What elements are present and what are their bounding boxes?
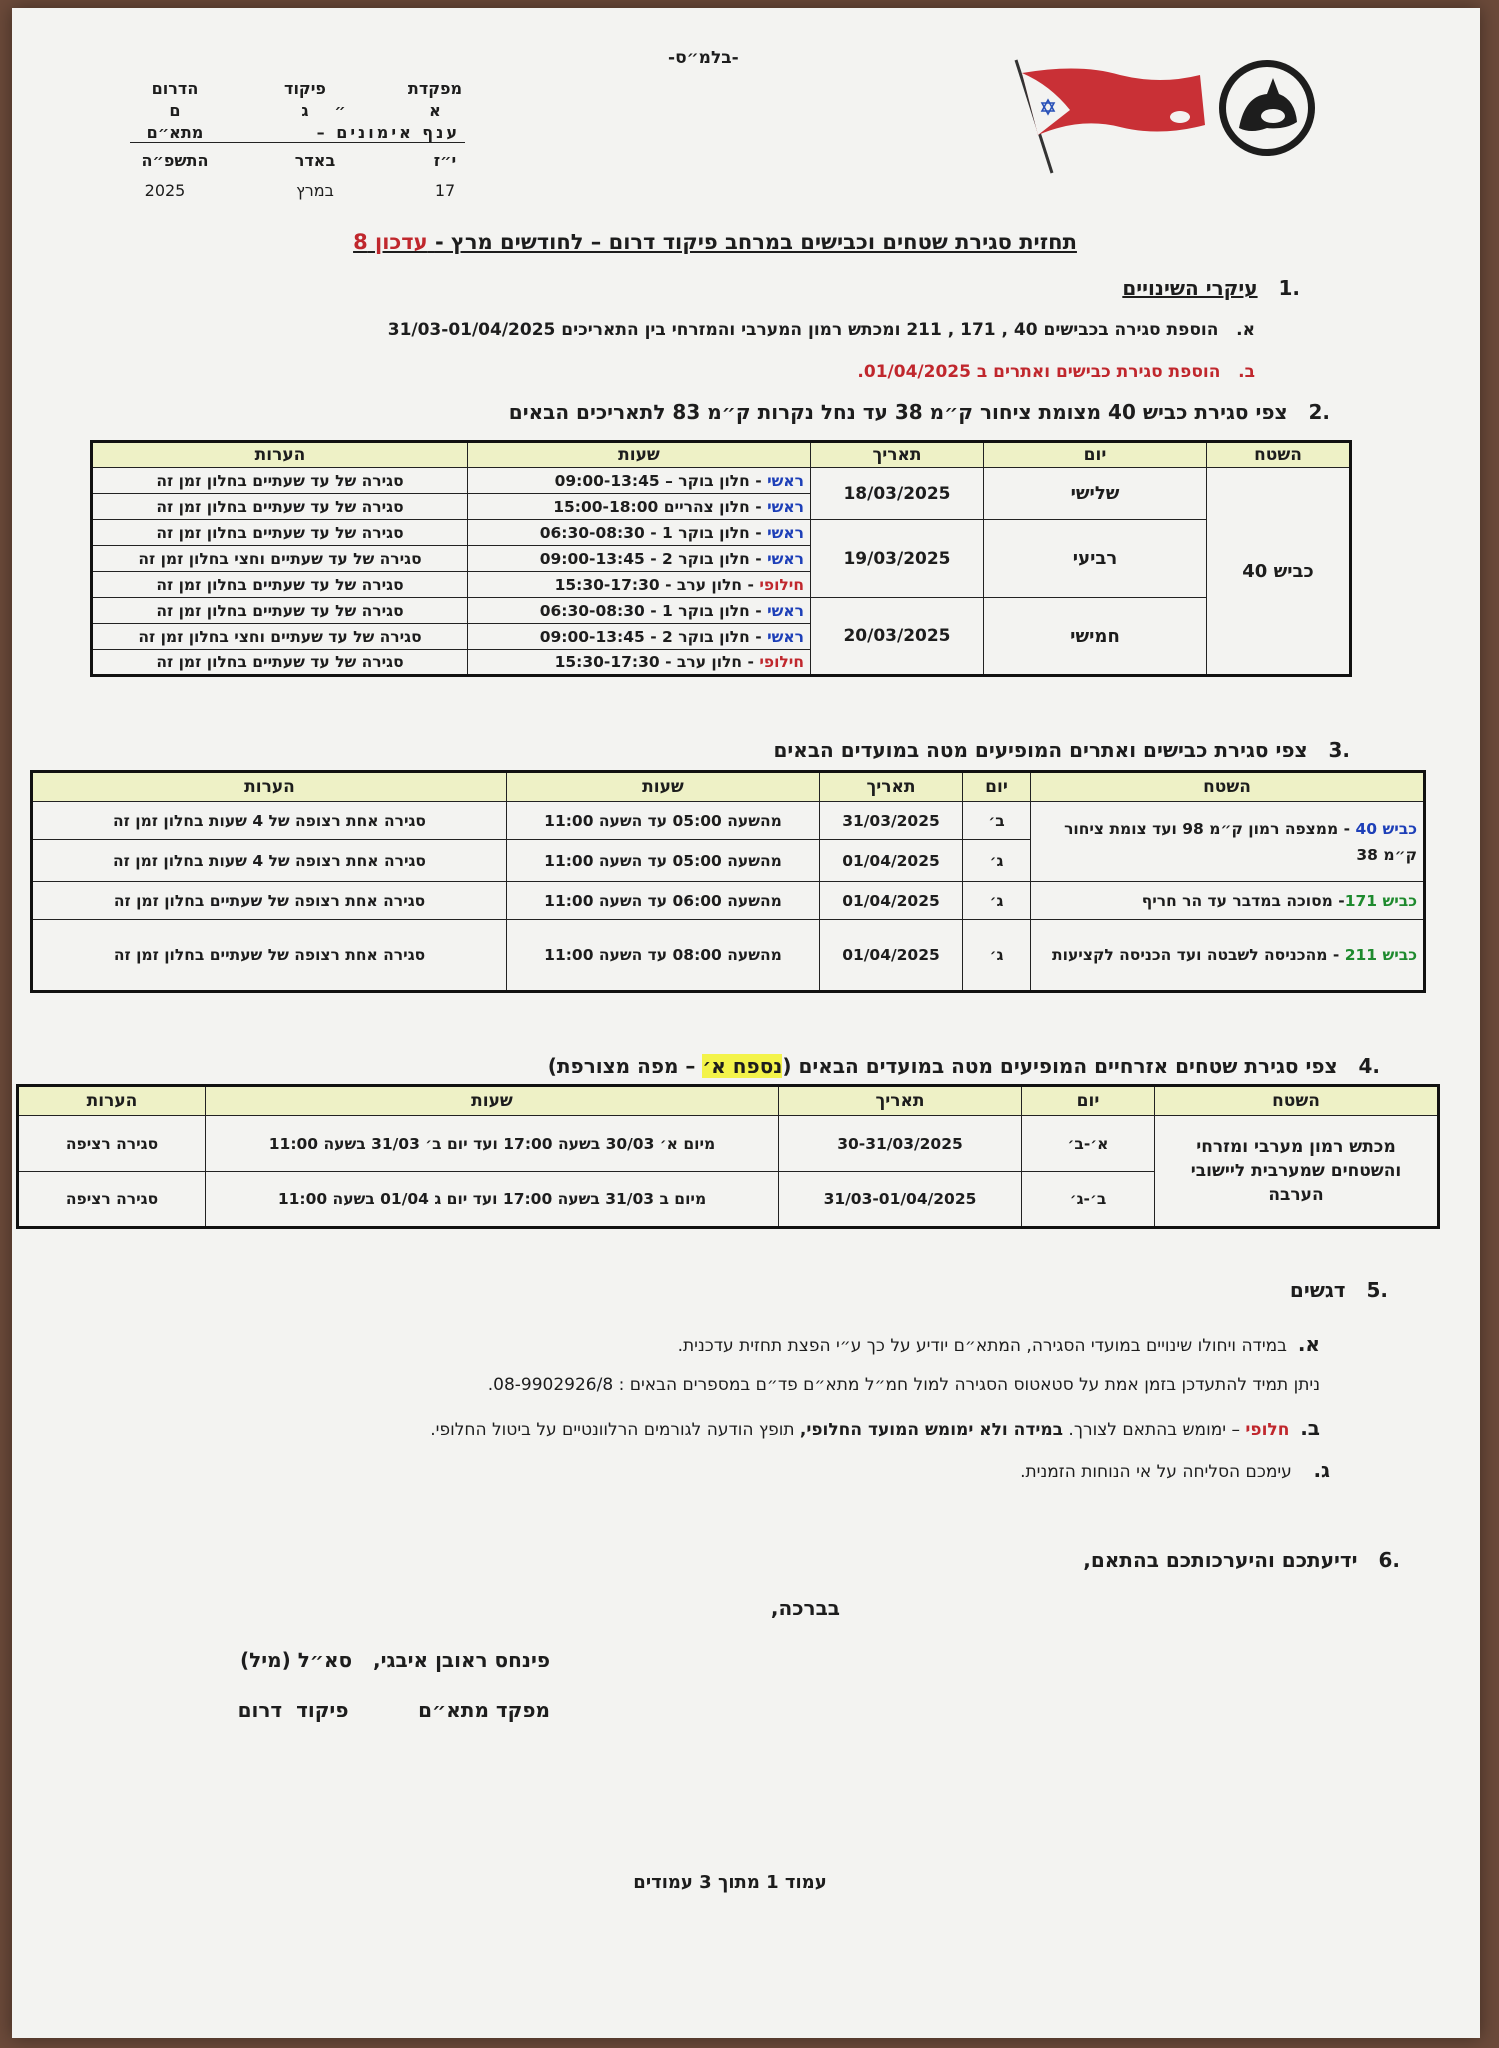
- th-area: השטח: [1207, 442, 1351, 468]
- th-area: השטח: [1155, 1086, 1439, 1116]
- day-cell: חמישי: [984, 598, 1207, 676]
- window-type-label: ראשי: [767, 497, 804, 516]
- document-title: תחזית סגירת שטחים וכבישים במרחב פיקוד דרום – לחודשים מרץ - עדכון 8: [353, 230, 1077, 254]
- date-cell: 31/03-01/04/2025: [779, 1172, 1022, 1228]
- window-type-label: ראשי: [767, 601, 804, 620]
- notes-cell: סגירה של עד שעתיים בחלון זמן זה: [92, 520, 468, 546]
- section-6: .6 ידיעתכם והיערכותכם בהתאם,: [1083, 1548, 1400, 1572]
- day-cell: רביעי: [984, 520, 1207, 598]
- notes-cell: סגירה רציפה: [18, 1172, 206, 1228]
- hours-cell: מהשעה 05:00 עד השעה 11:00: [507, 802, 820, 840]
- signer-name: פינחס ראובן איבגי, סא״ל (מיל): [239, 1648, 550, 1672]
- day-cell: ב׳: [963, 802, 1031, 840]
- hours-cell: חילופי - חלון ערב - 15:30-17:30: [468, 572, 811, 598]
- window-type-label: חילופי: [759, 575, 804, 594]
- th-notes: הערות: [18, 1086, 206, 1116]
- table-row: [92, 468, 1351, 494]
- notes-cell: סגירה של עד שעתיים בחלון זמן זה: [92, 494, 468, 520]
- th-date: תאריך: [779, 1086, 1022, 1116]
- greeting: בברכה,: [770, 1596, 840, 1620]
- table-row: [18, 1116, 1439, 1172]
- window-type-label: ראשי: [767, 627, 804, 646]
- window-slot: חלון ערב -: [665, 653, 743, 671]
- day-cell: א׳-ב׳: [1022, 1116, 1155, 1172]
- window-slot: חלון בוקר 2 -: [650, 627, 750, 646]
- area-cell: כביש 211 - מהכניסה לשבטה ועד הכניסה לקציעות: [1031, 920, 1425, 992]
- date-cell: 20/03/2025: [811, 598, 984, 676]
- notes-cell: סגירה אחת רצופה של 4 שעות בחלון זמן זה: [32, 840, 507, 882]
- section-5-c: ג. עימכם הסליחה על אי הנוחות הזמנית.: [1020, 1458, 1330, 1482]
- header-quote: ״: [334, 101, 346, 120]
- hours-cell: ראשי - חלון בוקר 2 - 09:00-13:45: [468, 546, 811, 572]
- section-5-a-phone: ניתן תמיד להתעדכן בזמן אמת על סטאטוס הסגירה למול חמ״ל מתא״ם פד״ם במספרים הבאים : 08-9902926/8.: [487, 1375, 1320, 1395]
- th-day: יום: [1022, 1086, 1155, 1116]
- table-section-3: [30, 770, 1426, 993]
- hours-cell: מהשעה 05:00 עד השעה 11:00: [507, 840, 820, 882]
- notes-cell: סגירה של עד שעתיים בחלון זמן זה: [92, 468, 468, 494]
- date-cell: 01/04/2025: [820, 882, 963, 920]
- area-cell: כביש 40: [1207, 468, 1351, 676]
- th-day: יום: [963, 772, 1031, 802]
- hours-cell: ראשי - חלון בוקר 1 - 06:30-08:30: [468, 598, 811, 624]
- window-type-label: חילופי: [759, 653, 804, 671]
- header-day: 17: [434, 181, 456, 200]
- section-5-b: ב. חלופי – ימומש בהתאם לצורך. במידה ולא ימומש המועד החלופי, תופץ הודעה לגורמים הרלוונטיים על ביטול החלופי.: [430, 1416, 1320, 1440]
- th-notes: הערות: [32, 772, 507, 802]
- window-slot: חלון ערב -: [665, 575, 743, 594]
- window-time: 09:00-13:45: [554, 471, 660, 490]
- classification: -בלמ״ס-: [668, 48, 739, 68]
- window-type-label: ראשי: [767, 549, 804, 568]
- header-year: 2025: [144, 181, 186, 200]
- area-cell: כביש 171- מסוכה במדבר עד הר חריף: [1031, 882, 1425, 920]
- section-1-heading: .1 עיקרי השינויים: [1122, 276, 1300, 300]
- day-cell: שלישי: [984, 468, 1207, 520]
- date-cell: 19/03/2025: [811, 520, 984, 598]
- date-cell: 30-31/03/2025: [779, 1116, 1022, 1172]
- window-type-label: ראשי: [767, 523, 804, 542]
- table-row: [92, 520, 1351, 546]
- table-row: [32, 802, 1425, 840]
- window-time: 06:30-08:30: [539, 523, 645, 542]
- th-notes: הערות: [92, 442, 468, 468]
- hours-cell: ראשי - חלון בוקר – 09:00-13:45: [468, 468, 811, 494]
- th-hours: שעות: [468, 442, 811, 468]
- hours-cell: מהשעה 08:00 עד השעה 11:00: [507, 920, 820, 992]
- section-1-b: ב. הוספת סגירת כבישים ואתרים ב 01/04/2025.: [857, 362, 1255, 382]
- window-time: 09:00-13:45: [539, 549, 645, 568]
- date-cell: 18/03/2025: [811, 468, 984, 520]
- header-month: במרץ: [296, 181, 334, 200]
- table-section-4: [16, 1084, 1440, 1229]
- document-page: [12, 8, 1480, 2038]
- table-row: [92, 598, 1351, 624]
- notes-cell: סגירה של עד שעתיים בחלון זמן זה: [92, 650, 468, 676]
- window-time: 15:30-17:30: [554, 575, 660, 594]
- notes-cell: סגירה של עד שעתיים בחלון זמן זה: [92, 598, 468, 624]
- flag-icon: [1010, 55, 1210, 180]
- hours-cell: חילופי - חלון ערב - 15:30-17:30: [468, 650, 811, 676]
- window-time: 09:00-13:45: [539, 627, 645, 646]
- section-3-heading: .3 צפי סגירת כבישים ואתרים המופיעים מטה במועדים הבאים: [773, 738, 1350, 762]
- section-5-a: א. במידה ויחולו שינויים במועדי הסגירה, המתא״ם יודיע על כך ע״י הפצת תחזית עדכנית.: [677, 1332, 1320, 1356]
- area-cell: מכתש רמון מערבי ומזרחי והשטחים שמערבית ליישובי הערבה: [1155, 1116, 1439, 1228]
- day-cell: ב׳-ג׳: [1022, 1172, 1155, 1228]
- hours-cell: מהשעה 06:00 עד השעה 11:00: [507, 882, 820, 920]
- hours-cell: ראשי - חלון צהריים 15:00-18:00: [468, 494, 811, 520]
- header-hebmonth: באדר: [294, 151, 336, 170]
- date-cell: 01/04/2025: [820, 840, 963, 882]
- window-slot: חלון בוקר 1 -: [650, 523, 750, 542]
- area-cell: כביש 40 - ממצפה רמון ק״מ 98 ועד צומת ציחור ק״מ 38: [1031, 802, 1425, 882]
- table-row: [32, 882, 1425, 920]
- notes-cell: סגירה של עד שעתיים וחצי בחלון זמן זה: [92, 624, 468, 650]
- unit-logo-icon: [1215, 56, 1320, 161]
- date-cell: 01/04/2025: [820, 920, 963, 992]
- annex-highlight: נספח א׳: [702, 1054, 783, 1078]
- date-cell: 31/03/2025: [820, 802, 963, 840]
- header-branch: ענף אימונים –: [316, 123, 460, 142]
- th-hours: שעות: [206, 1086, 779, 1116]
- section-2-heading: .2 צפי סגירת כביש 40 מצומת ציחור ק״מ 38 עד נחל נקרות ק״מ 83 לתאריכים הבאים: [508, 400, 1330, 424]
- section-4-heading: .4 צפי סגירת שטחים אזרחיים המופיעים מטה במועדים הבאים (נספח א׳ – מפה מצורפת): [547, 1054, 1380, 1078]
- window-time: 15:30-17:30: [554, 653, 660, 671]
- page-footer: עמוד 1 מתוך 3 עמודים: [633, 1872, 827, 1893]
- window-slot: חלון צהריים: [663, 497, 750, 516]
- window-time: 06:30-08:30: [539, 601, 645, 620]
- day-cell: ג׳: [963, 840, 1031, 882]
- hours-cell: מיום ב 31/03 בשעה 17:00 ועד יום ג 01/04 בשעה 11:00: [206, 1172, 779, 1228]
- day-cell: ג׳: [963, 920, 1031, 992]
- notes-cell: סגירה אחת רצופה של 4 שעות בחלון זמן זה: [32, 802, 507, 840]
- notes-cell: סגירה אחת רצופה של שעתיים בחלון זמן זה: [32, 882, 507, 920]
- th-day: יום: [984, 442, 1207, 468]
- notes-cell: סגירה אחת רצופה של שעתיים בחלון זמן זה: [32, 920, 507, 992]
- section-1-a: א. הוספת סגירה בכבישים 40 , 171 , 211 ומכתש רמון המערבי והמזרחי בין התאריכים 31/03-01/04/2025: [387, 320, 1255, 340]
- th-date: תאריך: [820, 772, 963, 802]
- hours-cell: ראשי - חלון בוקר 1 - 06:30-08:30: [468, 520, 811, 546]
- hours-cell: ראשי - חלון בוקר 2 - 09:00-13:45: [468, 624, 811, 650]
- th-hours: שעות: [507, 772, 820, 802]
- window-type-label: ראשי: [767, 471, 804, 490]
- header-col-1: מפקדת א: [407, 79, 463, 120]
- table-row: [32, 920, 1425, 992]
- th-area: השטח: [1031, 772, 1425, 802]
- header-unit: מתא״ם: [146, 123, 204, 142]
- notes-cell: סגירה רציפה: [18, 1116, 206, 1172]
- notes-cell: סגירה של עד שעתיים וחצי בחלון זמן זה: [92, 546, 468, 572]
- window-slot: חלון בוקר 1 -: [650, 601, 750, 620]
- window-slot: חלון בוקר –: [665, 471, 750, 490]
- update-label: עדכון 8: [353, 230, 428, 254]
- table-section-2: [90, 440, 1352, 677]
- day-cell: ג׳: [963, 882, 1031, 920]
- header-hebyear: התשפ״ה: [141, 151, 209, 170]
- window-slot: חלון בוקר 2 -: [650, 549, 750, 568]
- header-hebday: י״ז: [433, 151, 457, 170]
- header-col-3: הדרום ם: [151, 79, 199, 120]
- window-time: 15:00-18:00: [553, 497, 659, 516]
- signer-role: מפקד מתא״ם פיקוד דרום: [237, 1698, 550, 1722]
- notes-cell: סגירה של עד שעתיים בחלון זמן זה: [92, 572, 468, 598]
- hours-cell: מיום א׳ 30/03 בשעה 17:00 ועד יום ב׳ 31/03 בשעה 11:00: [206, 1116, 779, 1172]
- header-col-2: פיקוד ג: [284, 79, 326, 120]
- th-date: תאריך: [811, 442, 984, 468]
- section-5-heading: .5 דגשים: [1289, 1278, 1388, 1302]
